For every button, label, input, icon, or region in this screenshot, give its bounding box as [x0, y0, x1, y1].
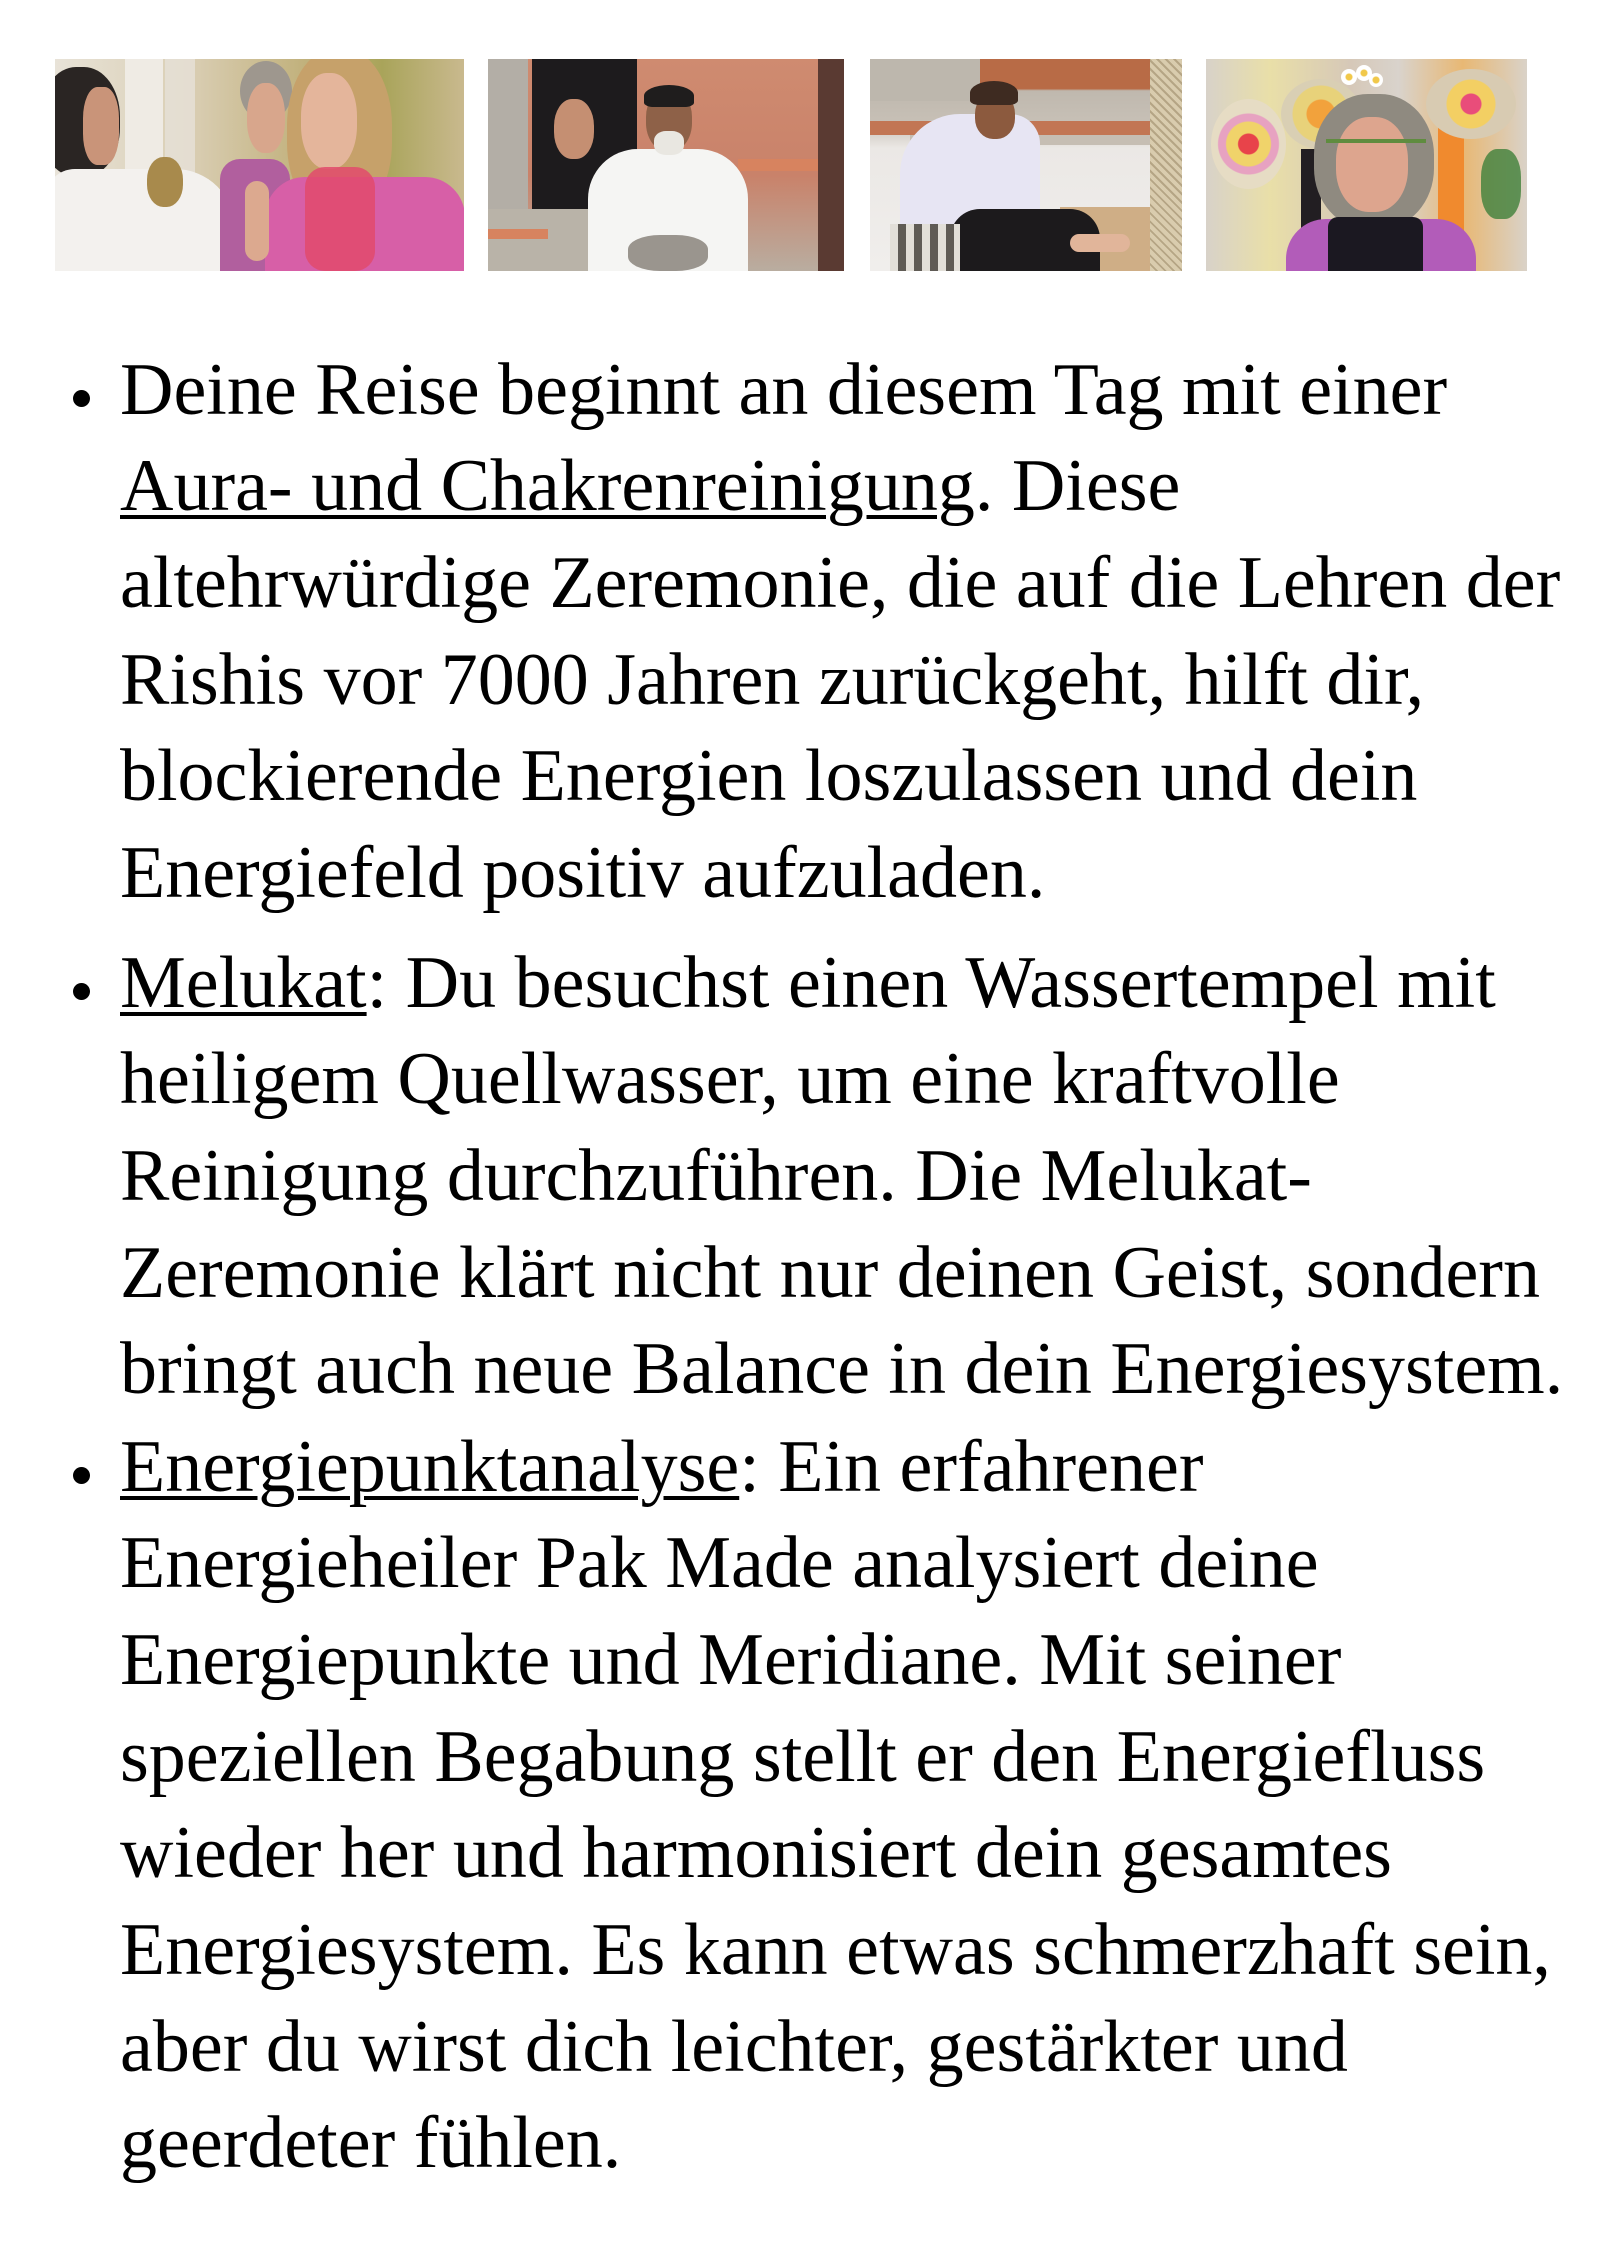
decoration-fan	[1211, 99, 1286, 189]
link-energiepunktanalyse[interactable]: Energiepunktanalyse	[120, 1425, 740, 1508]
checkered-cloth	[890, 224, 960, 271]
text-line: Deine Reise beginnt an diesem Tag mit einer	[120, 348, 1448, 431]
text-line: blockierende Energien loszulassen und dein	[120, 735, 1418, 818]
list-item-melukat	[0, 935, 1600, 1418]
green-leaves	[1481, 149, 1521, 219]
lattice-panel	[1150, 59, 1182, 271]
decoration-fan	[1426, 69, 1516, 139]
link-melukat[interactable]: Melukat	[120, 941, 367, 1024]
text-line: wieder her und harmonisiert dein gesamtes	[120, 1812, 1392, 1895]
link-aura-chakrenreinigung[interactable]: Aura- und Chakrenreinigung	[120, 445, 975, 528]
orange-stripe	[488, 229, 548, 239]
list-item-aura-cleansing	[0, 342, 1600, 922]
text-line: Energiepunktanalyse: Ein erfahrener	[120, 1425, 1204, 1508]
orange-stripe	[738, 159, 818, 171]
woman-face	[1336, 117, 1408, 212]
blonde-woman-face	[301, 73, 357, 169]
healer-hair	[644, 85, 694, 107]
foot	[1070, 234, 1130, 252]
text-line: Reinigung durchzuführen. Die Melukat-	[120, 1134, 1312, 1217]
white-flower	[1369, 73, 1383, 87]
bullet-dot	[73, 390, 90, 407]
healer-white-shirt	[55, 169, 235, 271]
wooden-pillar	[818, 59, 844, 271]
text-line: Energiefeld positiv aufzuladen.	[120, 832, 1046, 915]
sarong	[628, 235, 708, 271]
list-item-energiepunktanalyse	[0, 1419, 1600, 2193]
text-line: Aura- und Chakrenreinigung. Diese	[120, 445, 1181, 528]
praying-hands	[245, 181, 269, 261]
photo-smiling-woman-flower-crown	[1206, 59, 1527, 271]
activities-list	[0, 342, 1600, 2192]
stone-carving	[870, 59, 980, 101]
text-line: altehrwürdige Zeremonie, die auf die Lehren der	[120, 542, 1561, 625]
red-scarf	[305, 167, 375, 271]
text-line: Zeremonie klärt nicht nur deinen Geist, sondern	[120, 1231, 1540, 1314]
text-line: Energiepunkte und Meridiane. Mit seiner	[120, 1618, 1342, 1701]
text-line: Energieheiler Pak Made analysiert deine	[120, 1522, 1319, 1605]
text-line: geerdeter fühlen.	[120, 2102, 622, 2185]
photo-energy-point-analysis	[870, 59, 1182, 271]
healer-face	[83, 87, 119, 165]
bullet-dot	[73, 1467, 90, 1484]
brass-bowl	[147, 157, 183, 207]
text-line: bringt auch neue Balance in dein Energiesystem.	[120, 1328, 1564, 1411]
bullet-dot	[73, 983, 90, 1000]
photo-aura-cleansing-ceremony	[55, 59, 464, 271]
text-line: heiligem Quellwasser, um eine kraftvolle	[120, 1038, 1340, 1121]
photo-healer-meditating	[488, 59, 844, 271]
woman-face	[247, 83, 285, 153]
raised-hand	[554, 99, 594, 159]
text-line: Melukat: Du besuchst einen Wassertempel mit	[120, 941, 1496, 1024]
text-line: speziellen Begabung stellt er den Energiefluss	[120, 1715, 1486, 1798]
text-line: aber du wirst dich leichter, gestärkter und	[120, 2005, 1348, 2088]
white-beard	[654, 131, 684, 155]
leaf-headband	[1326, 139, 1426, 143]
text-line: Energiesystem. Es kann etwas schmerzhaft sein,	[120, 1908, 1551, 1991]
udeng-headdress	[970, 81, 1018, 105]
black-dress	[1328, 217, 1423, 271]
text-line: Rishis vor 7000 Jahren zurückgeht, hilft dir,	[120, 638, 1425, 721]
white-flower	[1341, 69, 1357, 85]
